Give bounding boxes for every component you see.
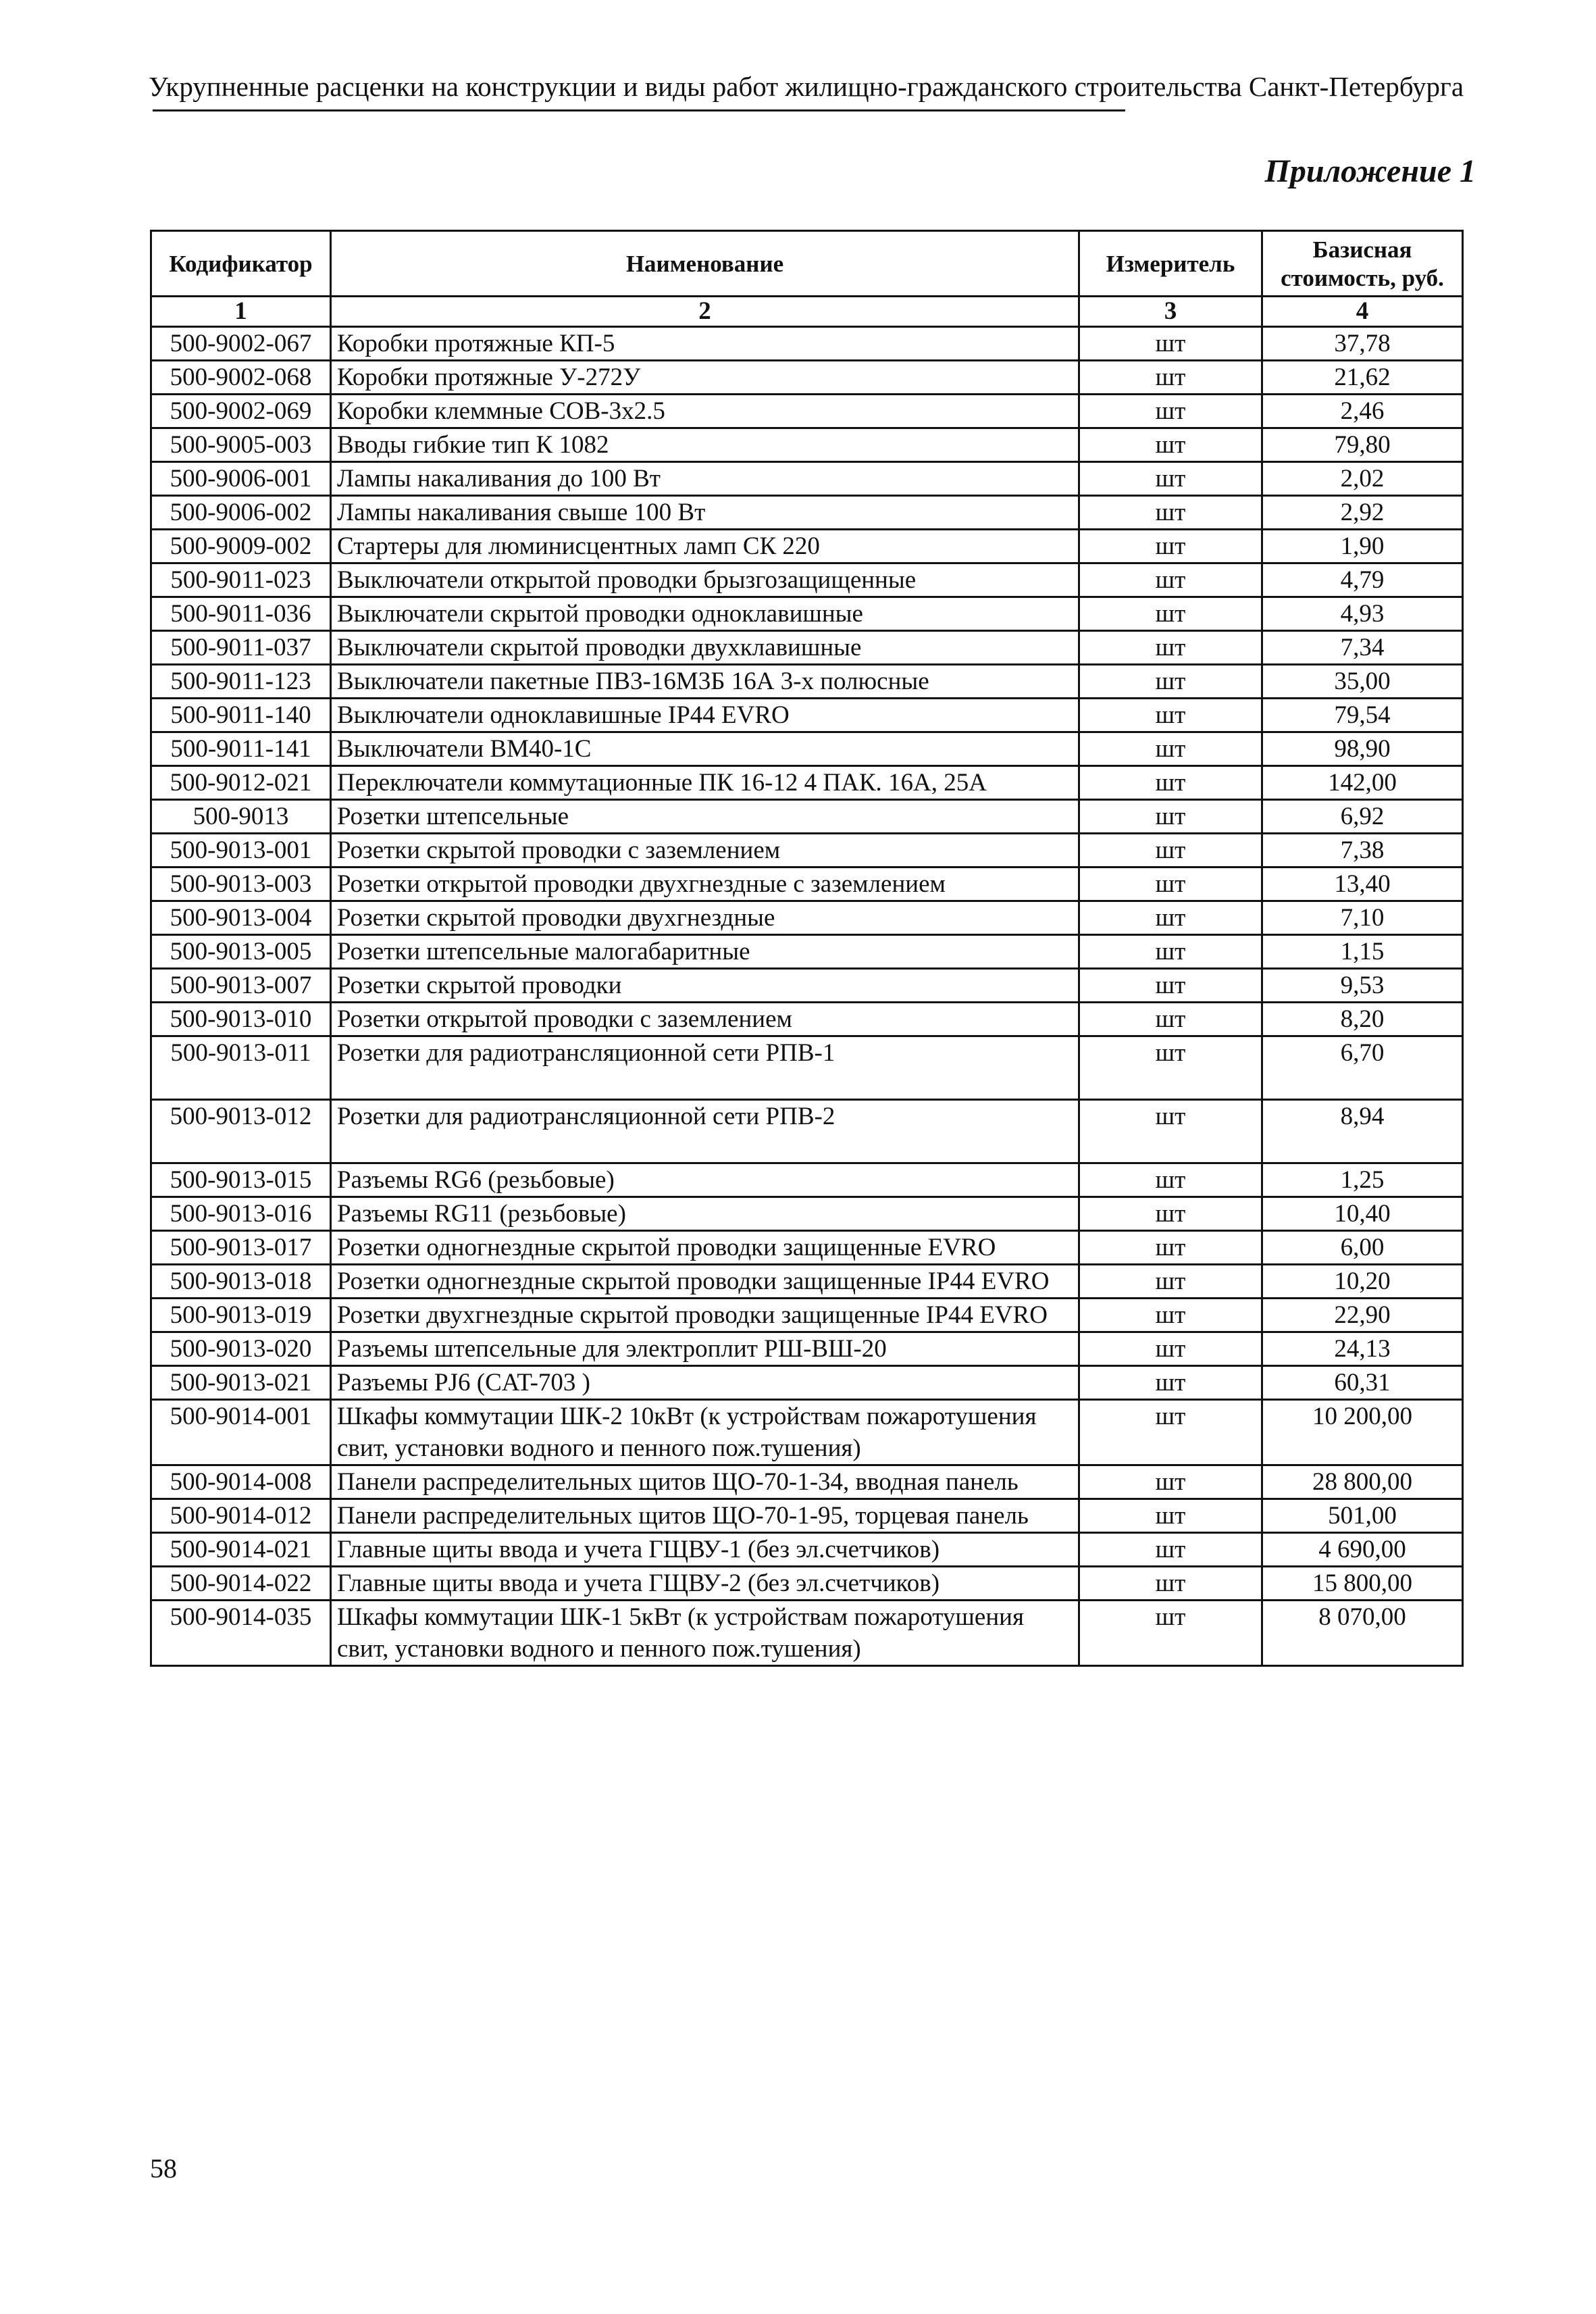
table-row bbox=[151, 597, 1463, 631]
header-underline bbox=[153, 109, 1125, 111]
table-row bbox=[151, 800, 1463, 834]
cell-name: Главные щиты ввода и учета ГЩВУ-2 (без эл.счетчиков) bbox=[331, 1567, 1079, 1601]
cell-name: Розетки скрытой проводки bbox=[331, 969, 1079, 1003]
cell-price: 10,20 bbox=[1262, 1265, 1463, 1299]
cell-name: Разъемы RG11 (резьбовые) bbox=[331, 1197, 1079, 1231]
cell-price: 15 800,00 bbox=[1262, 1567, 1463, 1601]
table-row bbox=[151, 1533, 1463, 1567]
table-row bbox=[151, 834, 1463, 867]
cell-unit: шт bbox=[1079, 1366, 1262, 1400]
cell-price: 2,46 bbox=[1262, 395, 1463, 428]
column-header-unit: Измеритель bbox=[1079, 231, 1262, 297]
column-number: 3 bbox=[1079, 297, 1262, 327]
table-row bbox=[151, 766, 1463, 800]
cell-unit: шт bbox=[1079, 1299, 1262, 1332]
table-row bbox=[151, 1003, 1463, 1036]
price-table bbox=[150, 230, 1464, 1667]
cell-unit: шт bbox=[1079, 1332, 1262, 1366]
cell-price: 10 200,00 bbox=[1262, 1400, 1463, 1465]
cell-price: 60,31 bbox=[1262, 1366, 1463, 1400]
cell-unit: шт bbox=[1079, 530, 1262, 563]
cell-price: 13,40 bbox=[1262, 867, 1463, 901]
table-row bbox=[151, 563, 1463, 597]
table-row bbox=[151, 665, 1463, 699]
cell-name: Шкафы коммутации ШК-2 10кВт (к устройствам пожаротушения свит, установки водного и пенного пож.тушения) bbox=[331, 1400, 1079, 1465]
cell-name: Переключатели коммутационные ПК 16-12 4 ПАК. 16А, 25А bbox=[331, 766, 1079, 800]
table-row bbox=[151, 867, 1463, 901]
cell-name: Выключатели пакетные ПВ3-16М3Б 16А 3-х полюсные bbox=[331, 665, 1079, 699]
cell-price: 142,00 bbox=[1262, 766, 1463, 800]
cell-name: Стартеры для люминисцентных ламп СК 220 bbox=[331, 530, 1079, 563]
table-row bbox=[151, 969, 1463, 1003]
cell-price: 6,92 bbox=[1262, 800, 1463, 834]
cell-unit: шт bbox=[1079, 631, 1262, 665]
cell-unit: шт bbox=[1079, 1567, 1262, 1601]
cell-price: 7,10 bbox=[1262, 901, 1463, 935]
cell-code: 500-9014-022 bbox=[151, 1567, 331, 1601]
cell-price: 8,20 bbox=[1262, 1003, 1463, 1036]
cell-code: 500-9011-141 bbox=[151, 732, 331, 766]
cell-name: Вводы гибкие тип К 1082 bbox=[331, 428, 1079, 462]
page-number: 58 bbox=[150, 2153, 177, 2184]
cell-price: 501,00 bbox=[1262, 1499, 1463, 1533]
cell-code: 500-9013-001 bbox=[151, 834, 331, 867]
cell-unit: шт bbox=[1079, 935, 1262, 969]
cell-unit: шт bbox=[1079, 766, 1262, 800]
cell-code: 500-9011-023 bbox=[151, 563, 331, 597]
cell-price: 37,78 bbox=[1262, 327, 1463, 361]
cell-code: 500-9014-001 bbox=[151, 1400, 331, 1465]
cell-name: Панели распределительных щитов ЩО-70-1-95, торцевая панель bbox=[331, 1499, 1079, 1533]
cell-unit: шт bbox=[1079, 901, 1262, 935]
cell-code: 500-9013-007 bbox=[151, 969, 331, 1003]
cell-code: 500-9013-015 bbox=[151, 1163, 331, 1197]
cell-code: 500-9011-037 bbox=[151, 631, 331, 665]
cell-code: 500-9011-140 bbox=[151, 699, 331, 732]
cell-name: Выключатели одноклавишные IP44 EVRO bbox=[331, 699, 1079, 732]
table-row bbox=[151, 1100, 1463, 1163]
cell-name: Выключатели скрытой проводки двухклавишные bbox=[331, 631, 1079, 665]
column-number-row bbox=[151, 297, 1463, 327]
table-row bbox=[151, 699, 1463, 732]
cell-name: Выключатели открытой проводки брызгозащищенные bbox=[331, 563, 1079, 597]
cell-code: 500-9002-068 bbox=[151, 361, 331, 395]
cell-code: 500-9013-004 bbox=[151, 901, 331, 935]
cell-code: 500-9011-036 bbox=[151, 597, 331, 631]
cell-unit: шт bbox=[1079, 1499, 1262, 1533]
cell-name: Розетки одногнездные скрытой проводки защищенные IP44 EVRO bbox=[331, 1265, 1079, 1299]
cell-code: 500-9013-018 bbox=[151, 1265, 331, 1299]
table-row bbox=[151, 1036, 1463, 1100]
table-header-row bbox=[151, 231, 1463, 297]
column-number: 4 bbox=[1262, 297, 1463, 327]
cell-price: 28 800,00 bbox=[1262, 1465, 1463, 1499]
cell-name: Коробки клеммные СОВ-3х2.5 bbox=[331, 395, 1079, 428]
column-number: 2 bbox=[331, 297, 1079, 327]
cell-code: 500-9013-017 bbox=[151, 1231, 331, 1265]
cell-code: 500-9013-020 bbox=[151, 1332, 331, 1366]
cell-code: 500-9014-035 bbox=[151, 1601, 331, 1666]
table-row bbox=[151, 462, 1463, 496]
cell-name: Розетки одногнездные скрытой проводки защищенные EVRO bbox=[331, 1231, 1079, 1265]
cell-price: 6,70 bbox=[1262, 1036, 1463, 1100]
cell-unit: шт bbox=[1079, 800, 1262, 834]
cell-name: Розетки скрытой проводки двухгнездные bbox=[331, 901, 1079, 935]
cell-unit: шт bbox=[1079, 1003, 1262, 1036]
cell-unit: шт bbox=[1079, 732, 1262, 766]
cell-name: Коробки протяжные КП-5 bbox=[331, 327, 1079, 361]
cell-name: Лампы накаливания до 100 Вт bbox=[331, 462, 1079, 496]
cell-price: 21,62 bbox=[1262, 361, 1463, 395]
cell-code: 500-9009-002 bbox=[151, 530, 331, 563]
table-row bbox=[151, 1567, 1463, 1601]
table-row bbox=[151, 428, 1463, 462]
cell-price: 79,80 bbox=[1262, 428, 1463, 462]
cell-price: 6,00 bbox=[1262, 1231, 1463, 1265]
cell-unit: шт bbox=[1079, 665, 1262, 699]
cell-price: 2,02 bbox=[1262, 462, 1463, 496]
cell-name: Розетки двухгнездные скрытой проводки защищенные IP44 EVRO bbox=[331, 1299, 1079, 1332]
cell-unit: шт bbox=[1079, 1400, 1262, 1465]
cell-code: 500-9011-123 bbox=[151, 665, 331, 699]
cell-code: 500-9013-011 bbox=[151, 1036, 331, 1100]
cell-unit: шт bbox=[1079, 361, 1262, 395]
cell-price: 24,13 bbox=[1262, 1332, 1463, 1366]
cell-price: 98,90 bbox=[1262, 732, 1463, 766]
cell-unit: шт bbox=[1079, 1163, 1262, 1197]
table-row bbox=[151, 496, 1463, 530]
cell-price: 4,79 bbox=[1262, 563, 1463, 597]
cell-code: 500-9014-021 bbox=[151, 1533, 331, 1567]
cell-price: 8 070,00 bbox=[1262, 1601, 1463, 1666]
cell-code: 500-9014-008 bbox=[151, 1465, 331, 1499]
cell-unit: шт bbox=[1079, 1265, 1262, 1299]
table-body bbox=[151, 327, 1463, 1666]
table-row bbox=[151, 1366, 1463, 1400]
cell-name: Розетки для радиотрансляционной сети РПВ-1 bbox=[331, 1036, 1079, 1100]
table-row bbox=[151, 327, 1463, 361]
table-row bbox=[151, 1465, 1463, 1499]
cell-price: 1,15 bbox=[1262, 935, 1463, 969]
cell-name: Шкафы коммутации ШК-1 5кВт (к устройствам пожаротушения свит, установки водного и пенного пож.тушения) bbox=[331, 1601, 1079, 1666]
cell-unit: шт bbox=[1079, 867, 1262, 901]
cell-name: Выключатели скрытой проводки одноклавишные bbox=[331, 597, 1079, 631]
cell-price: 1,25 bbox=[1262, 1163, 1463, 1197]
cell-price: 7,38 bbox=[1262, 834, 1463, 867]
cell-unit: шт bbox=[1079, 1100, 1262, 1163]
cell-unit: шт bbox=[1079, 1465, 1262, 1499]
cell-price: 4 690,00 bbox=[1262, 1533, 1463, 1567]
table-row bbox=[151, 1163, 1463, 1197]
cell-name: Панели распределительных щитов ЩО-70-1-34, вводная панель bbox=[331, 1465, 1079, 1499]
cell-unit: шт bbox=[1079, 597, 1262, 631]
table-row bbox=[151, 1265, 1463, 1299]
cell-name: Розетки штепсельные малогабаритные bbox=[331, 935, 1079, 969]
cell-unit: шт bbox=[1079, 969, 1262, 1003]
table-row bbox=[151, 1499, 1463, 1533]
cell-name: Розетки скрытой проводки с заземлением bbox=[331, 834, 1079, 867]
cell-code: 500-9013 bbox=[151, 800, 331, 834]
cell-price: 7,34 bbox=[1262, 631, 1463, 665]
cell-unit: шт bbox=[1079, 1601, 1262, 1666]
cell-code: 500-9006-002 bbox=[151, 496, 331, 530]
cell-code: 500-9013-005 bbox=[151, 935, 331, 969]
table-row bbox=[151, 1231, 1463, 1265]
cell-code: 500-9002-067 bbox=[151, 327, 331, 361]
cell-unit: шт bbox=[1079, 1197, 1262, 1231]
cell-code: 500-9002-069 bbox=[151, 395, 331, 428]
cell-code: 500-9012-021 bbox=[151, 766, 331, 800]
column-header-name: Наименование bbox=[331, 231, 1079, 297]
cell-code: 500-9013-012 bbox=[151, 1100, 331, 1163]
cell-price: 4,93 bbox=[1262, 597, 1463, 631]
table-row bbox=[151, 631, 1463, 665]
cell-price: 35,00 bbox=[1262, 665, 1463, 699]
cell-unit: шт bbox=[1079, 1533, 1262, 1567]
table-row bbox=[151, 361, 1463, 395]
cell-unit: шт bbox=[1079, 834, 1262, 867]
cell-unit: шт bbox=[1079, 1036, 1262, 1100]
table-row bbox=[151, 1299, 1463, 1332]
cell-code: 500-9013-003 bbox=[151, 867, 331, 901]
cell-name: Выключатели ВМ40-1С bbox=[331, 732, 1079, 766]
cell-unit: шт bbox=[1079, 395, 1262, 428]
cell-name: Лампы накаливания свыше 100 Вт bbox=[331, 496, 1079, 530]
cell-unit: шт bbox=[1079, 428, 1262, 462]
cell-price: 9,53 bbox=[1262, 969, 1463, 1003]
cell-name: Коробки протяжные У-272У bbox=[331, 361, 1079, 395]
cell-unit: шт bbox=[1079, 327, 1262, 361]
table-row bbox=[151, 1400, 1463, 1465]
page-header-title: Укрупненные расценки на конструкции и виды работ жилищно-гражданского строительства Санкт-Петербурга bbox=[149, 71, 1464, 102]
cell-name: Розетки для радиотрансляционной сети РПВ-2 bbox=[331, 1100, 1079, 1163]
table-row bbox=[151, 732, 1463, 766]
cell-unit: шт bbox=[1079, 1231, 1262, 1265]
cell-unit: шт bbox=[1079, 699, 1262, 732]
cell-name: Разъемы RG6 (резьбовые) bbox=[331, 1163, 1079, 1197]
cell-code: 500-9005-003 bbox=[151, 428, 331, 462]
table-row bbox=[151, 901, 1463, 935]
cell-name: Розетки открытой проводки двухгнездные с заземлением bbox=[331, 867, 1079, 901]
appendix-label: Приложение 1 bbox=[1264, 153, 1476, 189]
cell-code: 500-9014-012 bbox=[151, 1499, 331, 1533]
table-row bbox=[151, 1197, 1463, 1231]
cell-unit: шт bbox=[1079, 563, 1262, 597]
cell-price: 22,90 bbox=[1262, 1299, 1463, 1332]
table-row bbox=[151, 1332, 1463, 1366]
cell-code: 500-9013-010 bbox=[151, 1003, 331, 1036]
cell-code: 500-9013-016 bbox=[151, 1197, 331, 1231]
table-row bbox=[151, 395, 1463, 428]
cell-name: Главные щиты ввода и учета ГЩВУ-1 (без эл.счетчиков) bbox=[331, 1533, 1079, 1567]
table-row bbox=[151, 935, 1463, 969]
cell-price: 8,94 bbox=[1262, 1100, 1463, 1163]
cell-name: Разъемы штепсельные для электроплит РШ-ВШ-20 bbox=[331, 1332, 1079, 1366]
cell-price: 2,92 bbox=[1262, 496, 1463, 530]
cell-code: 500-9013-021 bbox=[151, 1366, 331, 1400]
cell-price: 10,40 bbox=[1262, 1197, 1463, 1231]
cell-unit: шт bbox=[1079, 462, 1262, 496]
column-header-price: Базисная стоимость, руб. bbox=[1262, 231, 1463, 297]
column-header-code: Кодификатор bbox=[151, 231, 331, 297]
table-row bbox=[151, 530, 1463, 563]
cell-code: 500-9013-019 bbox=[151, 1299, 331, 1332]
column-number: 1 bbox=[151, 297, 331, 327]
cell-price: 1,90 bbox=[1262, 530, 1463, 563]
cell-name: Розетки открытой проводки с заземлением bbox=[331, 1003, 1079, 1036]
cell-name: Разъемы PJ6 (CAT-703 ) bbox=[331, 1366, 1079, 1400]
table-row bbox=[151, 1601, 1463, 1666]
cell-name: Розетки штепсельные bbox=[331, 800, 1079, 834]
cell-code: 500-9006-001 bbox=[151, 462, 331, 496]
cell-price: 79,54 bbox=[1262, 699, 1463, 732]
cell-unit: шт bbox=[1079, 496, 1262, 530]
